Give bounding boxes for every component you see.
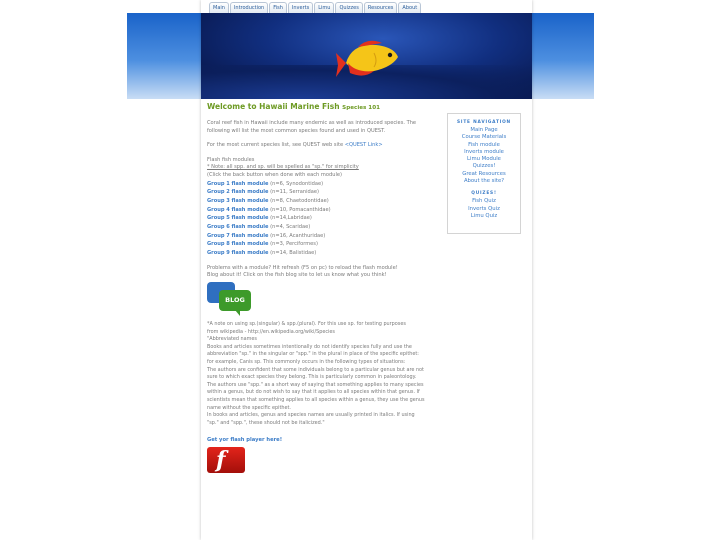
flash-note: * Note: all spp. and sp. will be spelled as "sp." for simplicity [207,164,359,171]
quizes-heading: QUIZES! [471,191,497,197]
blog-text: Blog about it! Click on the fish blog site to let us know what you think! [207,272,387,279]
flash-f-icon: f [216,446,226,473]
group-detail: (n=10, Pomacanthidae) [268,206,331,213]
flash-heading: Flash fish modules [207,156,255,163]
group-item [207,249,426,258]
tab-inverts[interactable]: Inverts [288,2,313,13]
sidebar-item-inverts-module[interactable]: Inverts module [464,148,504,155]
current-list-text: For the most current species list, see QUEST web site [207,142,345,149]
group-detail: (n=6, Synodontidae) [268,180,324,187]
sidebar-item-limu-quiz[interactable]: Limu Quiz [470,212,498,219]
tab-resources[interactable]: Resources [364,2,398,13]
group-detail: (n=16, Acanthuridae) [268,232,326,239]
group-1-link[interactable]: Group 1 flash module [207,180,269,187]
group-item [207,214,426,223]
sidebar-item-quizzes[interactable]: Quizzes! [472,163,496,170]
flash-modules-section [207,157,426,258]
tab-quizzes[interactable]: Quizzes [335,2,362,13]
tab-introduction[interactable]: Introduction [230,2,268,13]
header-banner [201,13,532,99]
sidebar-item-great-resources[interactable]: Great Resources [462,170,506,177]
sidebar-item-course-materials[interactable]: Course Materials [461,134,507,141]
flash-player-logo[interactable] [207,447,245,473]
note-line: *A note on using sp.(singular) & spp.(plural). For this use sp. for testing purposes [207,321,406,328]
group-2-link[interactable]: Group 2 flash module [207,189,269,196]
blog-label: BLOG [219,290,251,311]
tab-main[interactable]: Main [209,2,229,13]
group-detail: (n=14,Labridae) [268,215,312,222]
sidebar-item-limu-module[interactable]: Limu Module [467,156,501,163]
flash-back-note: (Click the back button when done with each module) [207,171,342,178]
group-detail: (n=4, Scaridae) [268,224,311,231]
sidebar-item-inverts-quiz[interactable]: Inverts Quiz [468,205,500,212]
banner-side-right [532,13,594,99]
tab-limu[interactable]: Limu [314,2,334,13]
tab-about[interactable]: About [398,2,421,13]
group-item [207,206,426,215]
note-line: The authors are confident that some individuals belong to a particular genus but are not sure to which exact species they belong. This is particularly common in paleontology. [207,366,424,381]
title-main: Welcome to Hawaii Marine Fish [207,102,340,111]
group-list [207,180,426,258]
sidebar-item-fish-module[interactable]: Fish module [468,141,500,148]
sidebar-item-fish-quiz[interactable]: Fish Quiz [472,198,496,205]
flash-player-link[interactable]: Get yor flash player here! [207,437,283,444]
blog-bubble-tail [235,310,240,316]
group-item [207,188,426,197]
group-detail: (n=14, Balistidae) [268,250,317,257]
note-line: In books and articles, genus and species names are usually printed in italics. If using "sp." and "spp.", these should not be italicized." [207,412,415,426]
banner-side-left [127,13,201,99]
group-8-link[interactable]: Group 8 flash module [207,241,269,248]
group-item [207,232,426,241]
group-4-link[interactable]: Group 4 flash module [207,206,269,213]
tab-fish[interactable]: Fish [269,2,287,13]
group-detail: (n=3, Perciformes) [268,241,318,248]
group-item [207,197,426,206]
group-detail: (n=8, Chaetodontidae) [268,197,329,204]
note-line: The authors use "spp." as a short way of saying that something applies to many species within a genus, but do not wish to say that it applies to all species within that genus. If scientists mean that something applies to all species within a genus, they use the genus name without the specific epithet. [207,381,425,411]
group-item [207,240,426,249]
note-line: from wikipedia - http://en.wikipedia.org/wiki/Species [207,328,335,335]
group-9-link[interactable]: Group 9 flash module [207,250,269,257]
blog-logo-button[interactable] [207,282,251,316]
group-item [207,223,426,232]
group-6-link[interactable]: Group 6 flash module [207,224,269,231]
group-7-link[interactable]: Group 7 flash module [207,232,269,239]
group-detail: (n=11, Serranidae) [268,189,320,196]
group-3-link[interactable]: Group 3 flash module [207,197,269,204]
note-line: Books and articles sometimes intentionally do not identify species fully and use the abbreviation "sp." in the singular or "spp." in the plural in place of the specific epithet: for example, Canis sp. This commonly occurs in the following types of situations: [207,343,419,366]
page [201,0,532,540]
site-navigation-heading: SITE NAVIGATION [457,120,511,125]
main-content [207,102,426,473]
sidebar [447,113,521,234]
fish-illustration [334,33,404,83]
quest-link[interactable]: <QUEST Link> [344,142,383,149]
title-subtitle: Species 101 [342,105,380,111]
species-note [207,321,426,427]
sidebar-item-about-site[interactable]: About the site? [463,178,505,185]
intro-paragraph: Coral reef fish in Hawaii include many endemic as well as introduced species. The following will list the most common species found and used in QUEST. [207,120,417,134]
page-title [207,102,426,113]
note-line: "Abbreviated names [207,336,257,343]
group-5-link[interactable]: Group 5 flash module [207,215,269,222]
sidebar-item-main-page[interactable]: Main Page [470,127,498,133]
group-item [207,180,426,189]
problems-text: Problems with a module? Hit refresh (F5 on pc) to reload the flash module! [207,264,398,271]
current-list-paragraph [207,142,426,150]
